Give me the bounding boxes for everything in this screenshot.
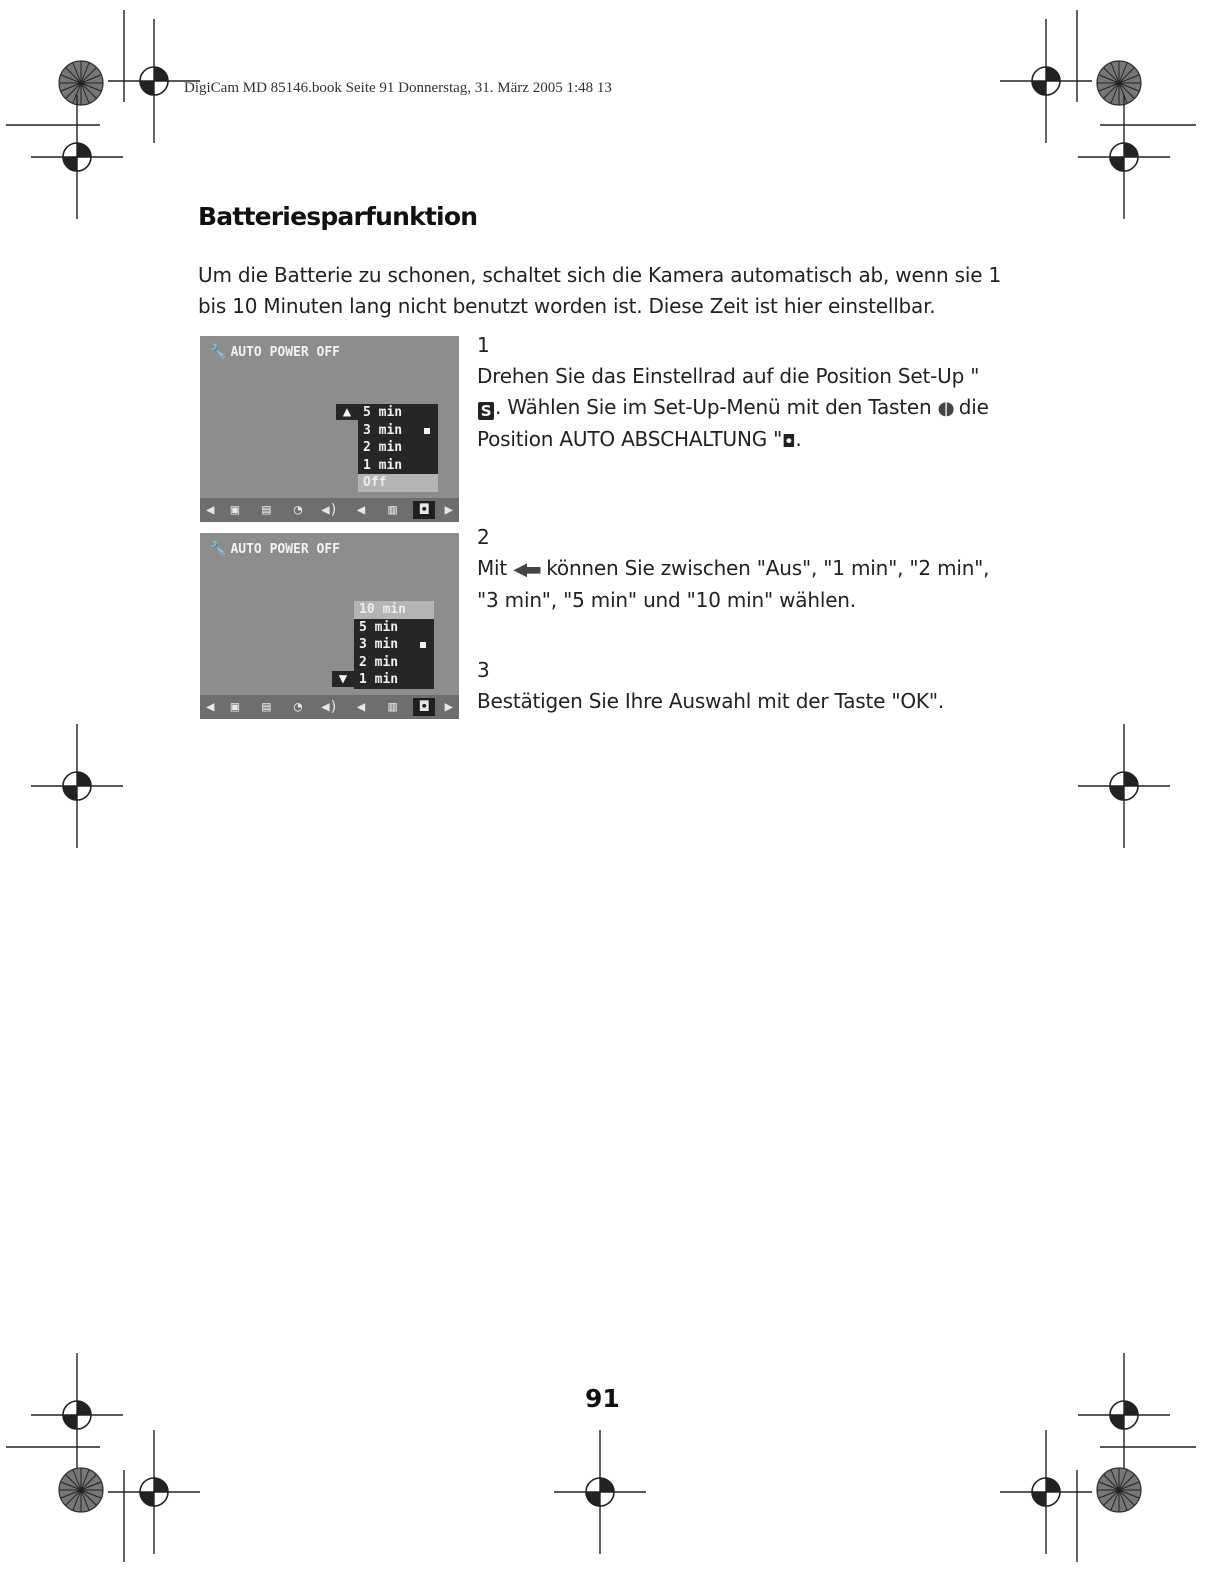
- section-title: Batteriesparfunktion: [198, 202, 478, 231]
- scroll-down-arrow: ▼: [332, 671, 354, 687]
- step-text: Drehen Sie das Einstellrad auf die Position Set-Up "S . Wählen Sie im Set-Up-Menü mit den Tasten ◖◗ die Position AUTO ABSCHALTUNG "◘.: [477, 361, 997, 458]
- step-3: [477, 655, 997, 717]
- camera-sleep-icon: ◘: [413, 698, 435, 716]
- lcd-option: 1 min: [363, 457, 403, 473]
- lcd-option-list: [354, 601, 434, 689]
- folder-icon: ▤: [262, 502, 271, 518]
- step-1: [477, 330, 997, 458]
- lcd-option: 2 min: [363, 440, 403, 455]
- camera-sleep-icon: ◘: [413, 501, 435, 519]
- up-down-keys-icon: ◀▬: [513, 559, 541, 580]
- scroll-up-arrow: ▲: [336, 404, 358, 420]
- setup-mode-icon: S: [478, 402, 494, 420]
- lcd-screen-2: [200, 533, 459, 719]
- lcd-title: 🔧 AUTO POWER OFF: [209, 344, 341, 360]
- chevron-right-icon: ▶: [444, 502, 453, 518]
- lcd-icon-bar: [200, 695, 459, 719]
- timer-icon: ◔: [293, 699, 303, 715]
- step-text: Bestätigen Sie Ihre Auswahl mit der Taste "OK".: [477, 689, 945, 713]
- volume-icon: ◀: [356, 699, 366, 715]
- tv-icon: ▥: [388, 699, 397, 715]
- timer-icon: ◔: [293, 502, 303, 518]
- lcd-option: 5 min: [363, 405, 403, 420]
- current-marker: [424, 428, 430, 434]
- lcd-icon-bar: [200, 498, 459, 522]
- lcd-screen-1: [200, 336, 459, 522]
- step-text: Mit ◀▬ können Sie zwischen "Aus", "1 min", "2 min", "3 min", "5 min" und "10 min" wählen.: [477, 556, 990, 612]
- lcd-option: 2 min: [359, 654, 399, 670]
- chevron-left-icon: ◀: [206, 502, 215, 518]
- lcd-option-list: [358, 404, 438, 492]
- lcd-option: 1 min: [359, 672, 399, 687]
- page-number: 91: [585, 1384, 620, 1413]
- chevron-left-icon: ◀: [206, 699, 215, 715]
- card-icon: ▣: [230, 502, 240, 518]
- tv-icon: ▥: [388, 502, 397, 518]
- volume-icon: ◀: [356, 502, 366, 518]
- lcd-title: 🔧 AUTO POWER OFF: [209, 541, 341, 557]
- lcd-option: 5 min: [359, 619, 399, 635]
- left-right-keys-icon: ◖◗: [937, 398, 953, 419]
- current-marker: [420, 642, 426, 648]
- file-info-header: DigiCam MD 85146.book Seite 91 Donnerstag, 31. März 2005 1:48 13: [184, 80, 612, 96]
- lcd-option: 3 min: [358, 422, 438, 440]
- speaker-icon: ◀): [321, 699, 338, 715]
- chevron-right-icon: ▶: [444, 699, 453, 715]
- step-2: [477, 522, 997, 616]
- auto-power-off-icon: ◘: [782, 432, 796, 452]
- wrench-icon: 🔧: [209, 541, 227, 557]
- step-number: 2: [477, 525, 490, 549]
- lcd-option-highlighted: 10 min: [354, 601, 434, 619]
- folder-icon: ▤: [262, 699, 271, 715]
- intro-paragraph: Um die Batterie zu schonen, schaltet sich die Kamera automatisch ab, wenn sie 1 bis 10 Minuten lang nicht benutzt worden ist. Diese Zeit ist hier einstellbar.: [198, 263, 1002, 318]
- step-number: 1: [477, 333, 490, 357]
- lcd-option-highlighted: Off: [358, 474, 438, 492]
- wrench-icon: 🔧: [209, 344, 227, 360]
- speaker-icon: ◀): [321, 502, 338, 518]
- step-number: 3: [477, 658, 490, 682]
- card-icon: ▣: [230, 699, 240, 715]
- lcd-option: 3 min: [354, 636, 434, 654]
